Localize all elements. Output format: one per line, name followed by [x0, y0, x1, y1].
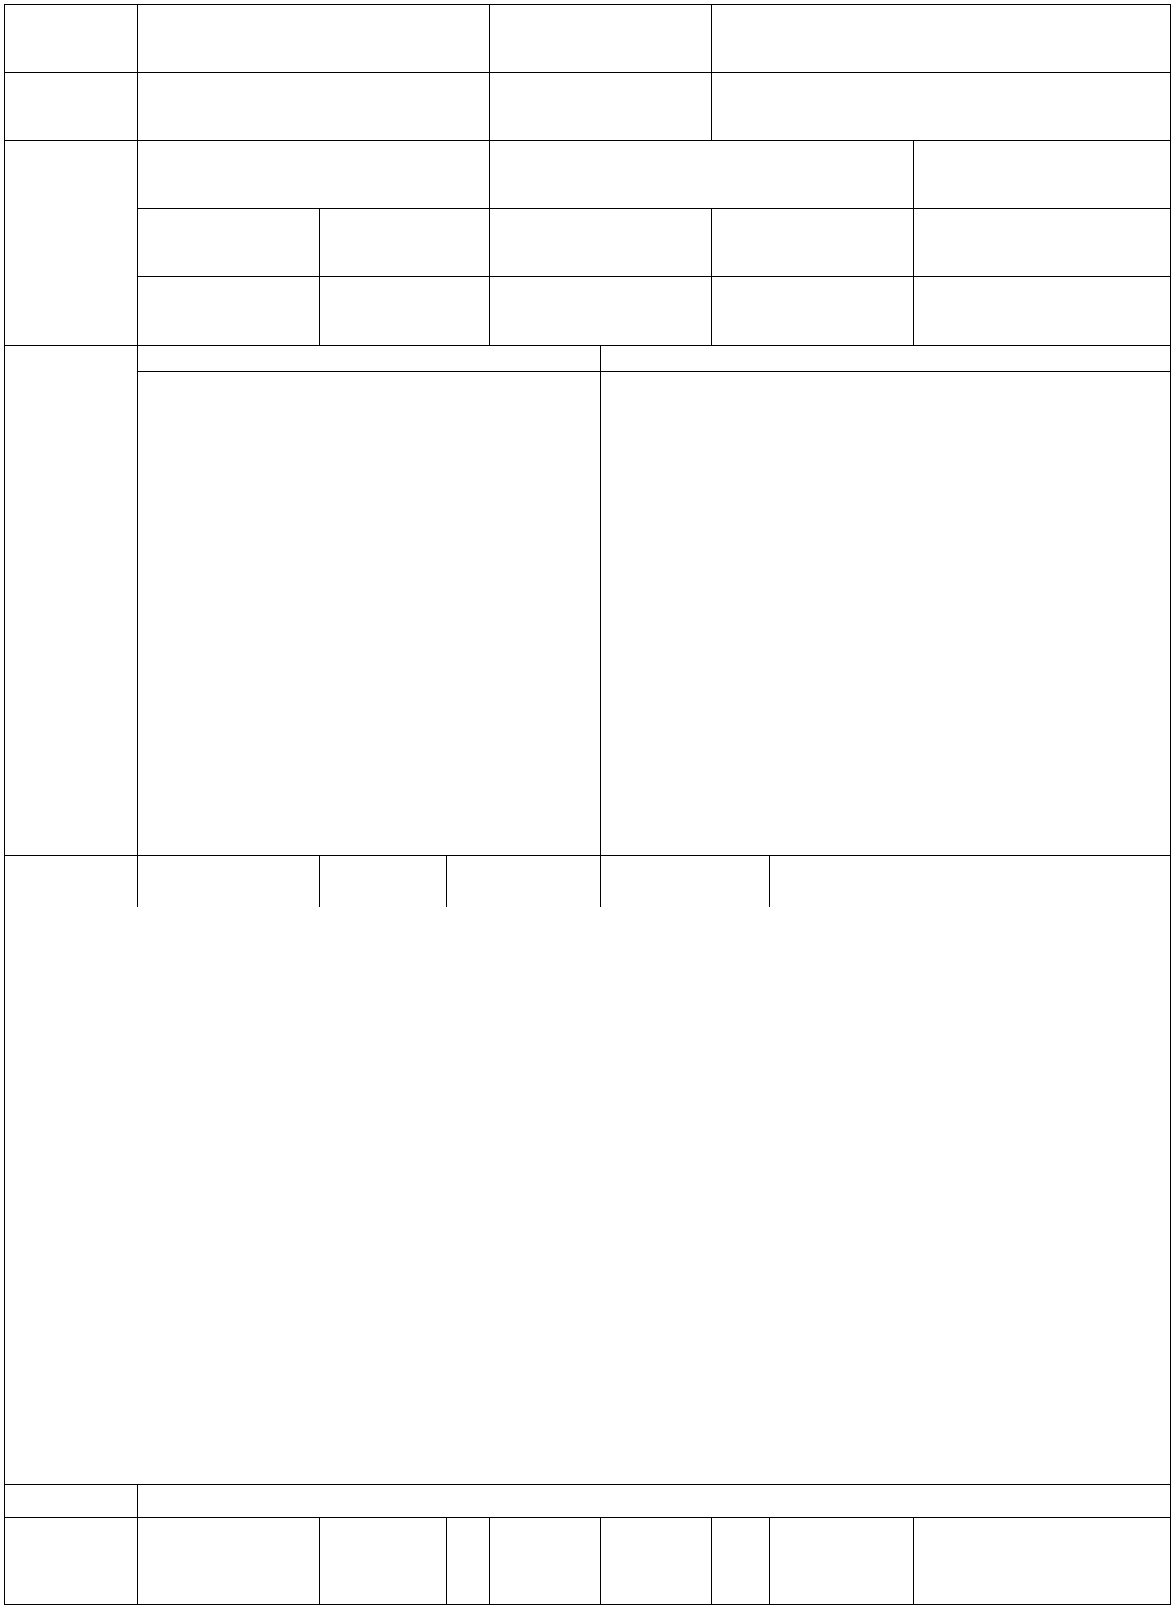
remark-label [4, 1484, 137, 1517]
project-name-value [137, 4, 489, 72]
fiscal-budget [319, 276, 489, 345]
empty-cell [600, 1517, 711, 1605]
fiscal-exec-label [489, 276, 711, 345]
actual-goals-header [600, 345, 1171, 371]
dept-label [4, 72, 137, 140]
dept-value [137, 72, 489, 140]
total-rate [913, 208, 1171, 276]
empty-cell [711, 1517, 769, 1605]
empty-cell [319, 1517, 446, 1605]
total-budget [319, 208, 489, 276]
empty-cell [769, 1517, 913, 1605]
empty-cell [489, 1517, 600, 1605]
fiscal-label [137, 276, 319, 345]
funds-label [4, 140, 137, 345]
empty-cell [137, 1517, 319, 1605]
initial-goals-header [137, 345, 600, 371]
fiscal-exec [711, 276, 913, 345]
total-label [137, 208, 319, 276]
col-target-header [319, 855, 446, 907]
initial-goals-list [137, 371, 600, 855]
total-exec [711, 208, 913, 276]
empty-cell [446, 1517, 489, 1605]
project-name-label [4, 4, 137, 72]
performance-table [4, 4, 1171, 1605]
col-done-header [446, 855, 600, 907]
total-exec-label [489, 208, 711, 276]
actual-goals-list [600, 371, 1171, 855]
budget-header [137, 140, 489, 208]
impl-value [711, 72, 1171, 140]
col-ratio-header [600, 855, 769, 907]
col-note-header [769, 855, 1171, 907]
performance-label [4, 855, 137, 1484]
col-name-header [137, 855, 319, 907]
remark-value [137, 1484, 1171, 1517]
contact-label [489, 4, 711, 72]
goals-label [4, 345, 137, 855]
empty-cell [913, 1517, 1171, 1605]
exec-header [489, 140, 913, 208]
empty-cell [4, 1517, 137, 1605]
contact-value [711, 4, 1171, 72]
fiscal-rate [913, 276, 1171, 345]
rate-header [913, 140, 1171, 208]
impl-label [489, 72, 711, 140]
